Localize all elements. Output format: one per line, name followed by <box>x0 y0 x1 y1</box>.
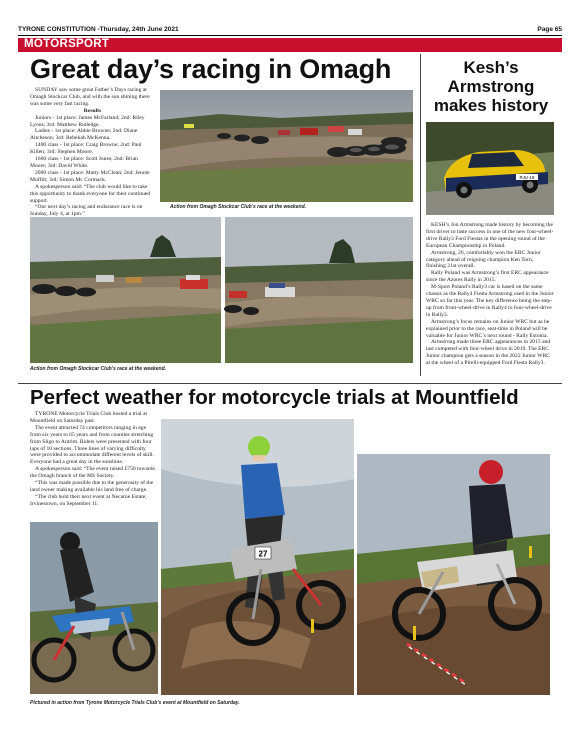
trials-caption: Pictured in action from Tyrone Motorcycle Trials Club’s event at Mountfield on Saturday. <box>30 700 240 706</box>
story1-paragraph: SUNDAY saw some great Father’s Days racing at Omagh Stockcar Club, and with the sun shining there was some very fast racing. <box>30 87 150 107</box>
sidebar-headline: Kesh’s Armstrong makes history <box>433 58 549 115</box>
results-heading: Results <box>83 107 102 114</box>
story1-text-column <box>30 87 155 218</box>
results-line: 2000 class - 1st place: Matty McClean; 2nd: Jennie Moffitt; 3rd: Simon Mc Cormack. <box>30 169 150 183</box>
results-line: A spokesperson said: “The club would like to take this opportunity to thank everyone for their continued support. <box>30 183 151 204</box>
sidebar-text-column <box>426 222 554 380</box>
rally-car-registration: RJU-19 <box>519 175 535 180</box>
results-line: Ladies - 1st place: Abbie Browne; 2nd: Diane Aitcheson; 3rd: Rebekah McKenna. <box>30 128 138 142</box>
page-number: Page 65 <box>537 26 562 33</box>
bike-number: 27 <box>258 549 268 559</box>
trials-photo-centre <box>161 419 354 695</box>
column-rule <box>420 54 421 376</box>
results-line: 1400 class - 1st place: Craig Browne; 2nd: Paul Killen; 3rd: Stephen Moore. <box>30 142 142 156</box>
results-line: “Our next day’s racing and endurance race is on Sunday, July 4, at 1pm.” <box>30 204 143 218</box>
story2-paragraph: “The club hold their next event at Necarne Estate, Irvinestown, on September 11. <box>30 493 147 507</box>
section-bar <box>18 38 562 52</box>
header-rule <box>18 35 562 36</box>
stockcar-caption-top: Action from Omagh Stockcar Club’s race at the weekend. <box>170 204 307 210</box>
story2-paragraph: The event attracted 74 competitors ranging in age from six years to 65 years and from counties stretching from Sligo to Antrim. Riders were presented with four laps of 10 sections. Three lines of varying difficulty were provided to accommodate different levels of skill. Everyone had a great day in the sunshine. <box>30 424 154 466</box>
publication-date: TYRONE CONSTITUTION -Thursday, 24th June 2021 <box>18 26 179 33</box>
story-divider <box>18 383 562 384</box>
story2-paragraph: TYRONE Motorcycle Trials Club hosted a trial at Mountfield on Saturday past. <box>30 411 148 424</box>
stockcar-photo-left <box>30 217 221 363</box>
sidebar-paragraph: Armstrong, 26, comfortably won the ERC Junior category ahead of reigning champion Ken Torn, finishing 21st overall. <box>426 249 541 270</box>
sidebar-paragraph: Armstrong’s focus remains on Junior WRC but as he explained prior to the race, seat-time in Poland will be valuable for Junior WRC’s next round - Rally Estonia. <box>426 318 550 339</box>
sidebar-paragraph: Armstrong made three ERC appearances in 2015 and last competed with four-wheel drive in 2019. The ERC Junior champion gets a season in the 2022 Junior WRC at the wheel of a Pirelli-equipped Ford Fiesta Rally3. <box>426 339 551 367</box>
sidebar-paragraph: M-Sport Poland’s Rally3 car is based on the same chassis as the Rally4 Fiesta Armstrong used in the Junior WRC so far this year. The key difference being the step-up from front-wheel-drive in Rally4 to four-wheel-drive in Rally3. <box>426 284 554 318</box>
stockcar-caption-bottom: Action from Omagh Stockcar Club’s race at the weekend. <box>30 366 167 372</box>
stockcar-photo-right <box>225 217 413 363</box>
stockcar-photo-track <box>160 90 413 202</box>
section-title: MOTORSPORT <box>24 38 110 50</box>
story2-headline: Perfect weather for motorcycle trials at Mountfield <box>30 386 519 409</box>
story2-paragraph: “This was made possible due to the generosity of the land owner making available his land free of charge. <box>30 480 154 493</box>
rally-car-photo <box>426 122 554 215</box>
story1-headline: Great day’s racing in Omagh <box>30 54 392 84</box>
story2-text-column <box>30 411 155 521</box>
trials-photo-left <box>30 522 158 694</box>
sidebar-paragraph: KESH’s Jon Armstrong made history by becoming the first driver to taste success in one of the new four-wheel-drive Rally3 Ford Fiestas in the opening round of the European Championship in Poland. <box>426 222 554 249</box>
results-line: Juniors - 1st place: James McFarland; 2nd: Riley Lyons; 3rd: Matthew Rutledge. <box>30 114 145 128</box>
sidebar-paragraph: Rally Poland was Armstrong’s first ERC appearance since the Azores Rally in 2015. <box>426 270 549 284</box>
story2-paragraph: A spokesperson said: “The event raised £750 towards the Omagh branch of the MS Society. <box>30 466 155 480</box>
trials-photo-right <box>357 454 550 695</box>
results-line: 1600 class - 1st place: Scott Jones; 2nd: Brian Moore; 3rd: David White. <box>30 156 138 169</box>
